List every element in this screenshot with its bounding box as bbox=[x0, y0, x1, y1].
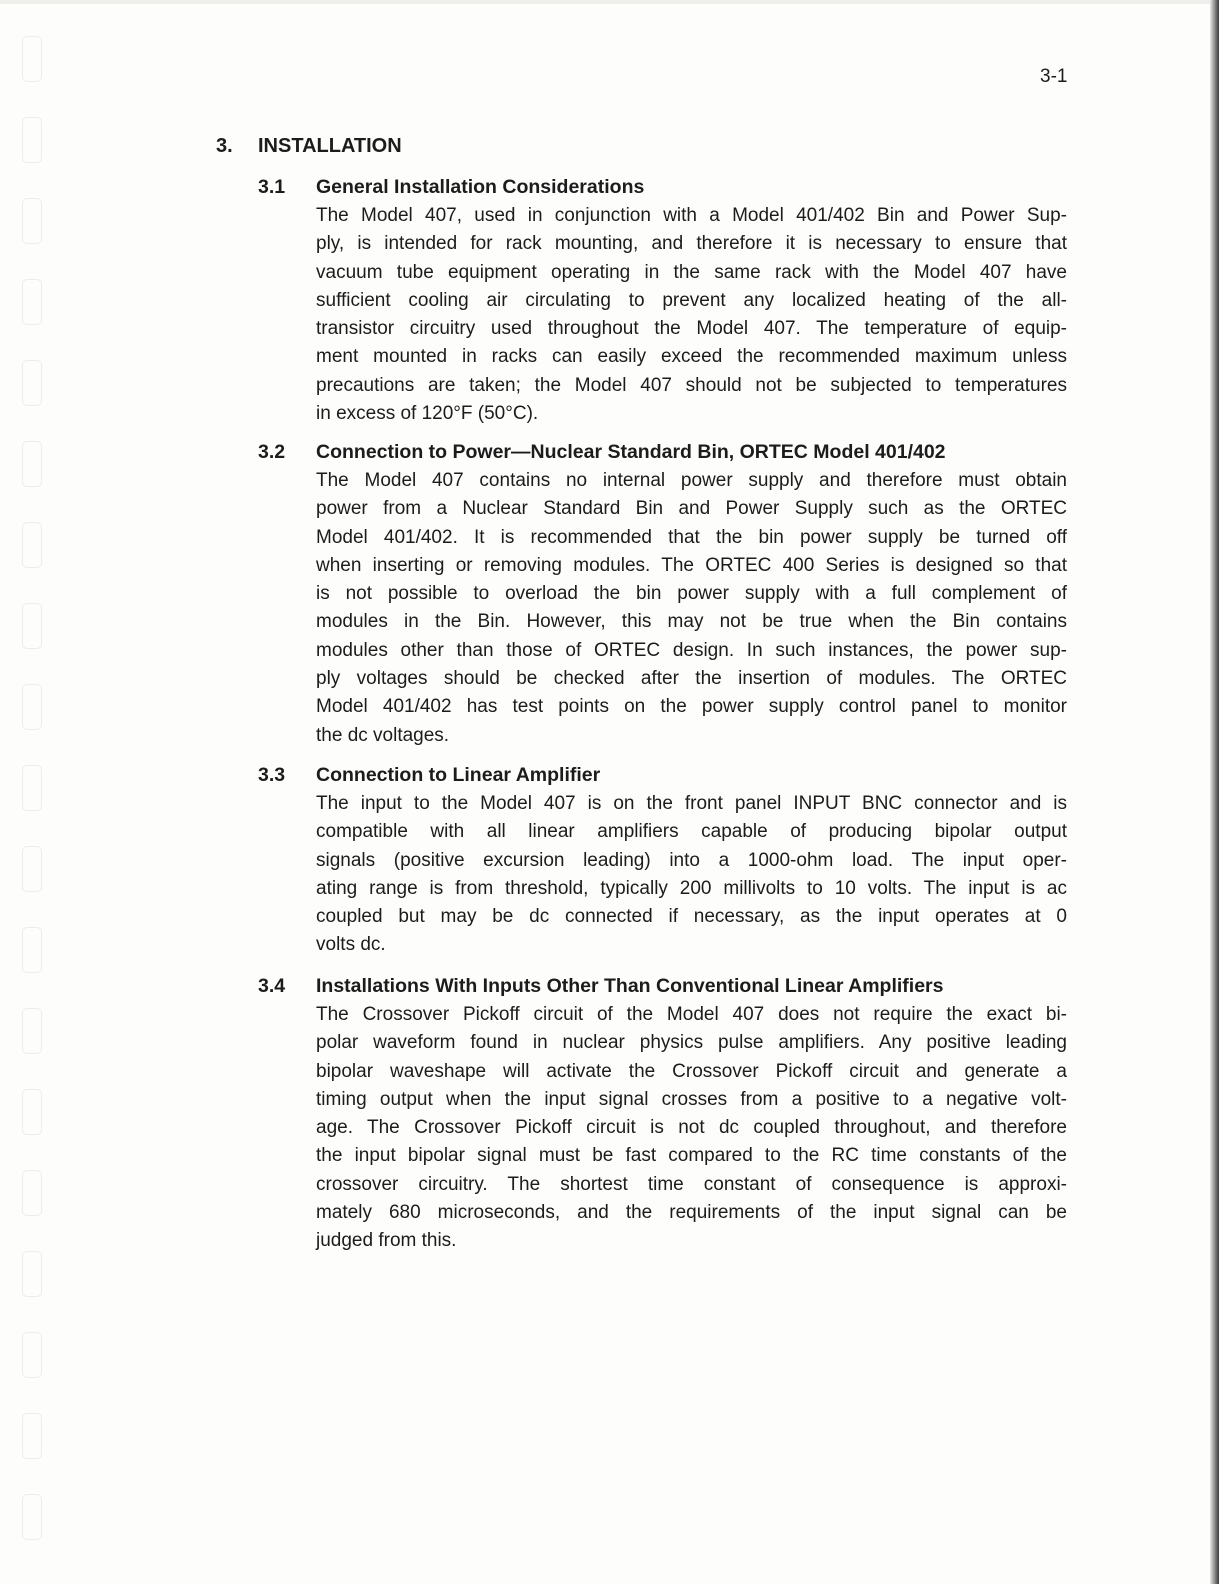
binding-hole bbox=[22, 1008, 42, 1054]
paragraph-line: modules in the Bin. However, this may not be true when the Bin contains bbox=[316, 611, 1067, 633]
paragraph-line: when inserting or removing modules. The ORTEC 400 Series is designed so that bbox=[316, 554, 1067, 576]
binding-hole bbox=[22, 36, 42, 82]
paragraph-line: bipolar waveshape will activate the Crossover Pickoff circuit and generate a bbox=[316, 1060, 1067, 1082]
section-title: Installations With Inputs Other Than Conventional Linear Amplifiers bbox=[316, 975, 944, 997]
chapter-title: INSTALLATION bbox=[258, 135, 402, 157]
binding-hole bbox=[22, 117, 42, 163]
chapter-number: 3. bbox=[216, 135, 233, 157]
section-number: 3.4 bbox=[258, 975, 286, 997]
section-3-3 bbox=[258, 761, 1068, 960]
page-top-edge bbox=[0, 0, 1219, 4]
paragraph-line: in excess of 120°F (50°C). bbox=[316, 403, 539, 425]
paragraph-line: coupled but may be dc connected if necessary, as the input operates at 0 bbox=[316, 906, 1067, 928]
paragraph-line: judged from this. bbox=[316, 1230, 457, 1252]
binding-hole bbox=[22, 1170, 42, 1216]
paragraph-line: transistor circuitry used throughout the Model 407. The temperature of equip- bbox=[316, 318, 1067, 340]
paragraph-line: crossover circuitry. The shortest time constant of consequence is approxi- bbox=[316, 1173, 1067, 1195]
section-number: 3.2 bbox=[258, 441, 286, 463]
section-3-4 bbox=[258, 972, 1068, 1256]
paragraph-line: mately 680 microseconds, and the requirements of the input signal can be bbox=[316, 1202, 1067, 1224]
binding-hole bbox=[22, 279, 42, 325]
section-number: 3.1 bbox=[258, 176, 286, 198]
section-heading bbox=[258, 761, 1068, 790]
paragraph-line: ply voltages should be checked after the insertion of modules. The ORTEC bbox=[316, 668, 1067, 690]
binding-hole bbox=[22, 360, 42, 406]
paragraph-line: signals (positive excursion leading) into a 1000-ohm load. The input oper- bbox=[316, 849, 1067, 871]
paragraph-line: The Model 407 contains no internal power supply and therefore must obtain bbox=[316, 470, 1067, 491]
binding-hole bbox=[22, 684, 42, 730]
binding-hole bbox=[22, 846, 42, 892]
paragraph-line: The Crossover Pickoff circuit of the Model 407 does not require the exact bi- bbox=[316, 1004, 1067, 1025]
binding-hole bbox=[22, 1251, 42, 1297]
section-heading bbox=[258, 173, 1068, 202]
page-right-edge bbox=[1210, 0, 1219, 1584]
section-number: 3.3 bbox=[258, 764, 286, 786]
paragraph-line: The Model 407, used in conjunction with a Model 401/402 Bin and Power Sup- bbox=[316, 205, 1067, 226]
paragraph-line: ment mounted in racks can easily exceed the recommended maximum unless bbox=[316, 346, 1067, 368]
paragraph-line: vacuum tube equipment operating in the same rack with the Model 407 have bbox=[316, 261, 1067, 283]
paragraph-line: The input to the Model 407 is on the front panel INPUT BNC connector and is bbox=[316, 793, 1067, 814]
binding-hole bbox=[22, 603, 42, 649]
section-title: Connection to Power—Nuclear Standard Bin, ORTEC Model 401/402 bbox=[316, 441, 946, 463]
section-heading bbox=[258, 438, 1068, 467]
paragraph-line: Model 401/402. It is recommended that the bin power supply be turned off bbox=[316, 526, 1067, 548]
section-3-2 bbox=[258, 438, 1068, 750]
paragraph-line: volts dc. bbox=[316, 934, 386, 956]
binding-hole bbox=[22, 198, 42, 244]
binding-hole bbox=[22, 1089, 42, 1135]
section-3-1 bbox=[258, 173, 1068, 428]
binding-hole bbox=[22, 441, 42, 487]
binding-hole bbox=[22, 1494, 42, 1540]
binding-hole bbox=[22, 522, 42, 568]
paragraph-line: precautions are taken; the Model 407 should not be subjected to temperatures bbox=[316, 374, 1067, 396]
paragraph-line: polar waveform found in nuclear physics pulse amplifiers. Any positive leading bbox=[316, 1032, 1067, 1054]
paragraph-line: ating range is from threshold, typically 200 millivolts to 10 volts. The input is ac bbox=[316, 877, 1067, 899]
binding-hole bbox=[22, 765, 42, 811]
paragraph-line: age. The Crossover Pickoff circuit is not dc coupled throughout, and therefore bbox=[316, 1117, 1067, 1139]
paragraph-line: modules other than those of ORTEC design. In such instances, the power sup- bbox=[316, 639, 1067, 661]
paragraph-line: is not possible to overload the bin power supply with a full complement of bbox=[316, 583, 1067, 605]
paragraph-line: timing output when the input signal crosses from a positive to a negative volt- bbox=[316, 1088, 1067, 1110]
paragraph-line: the dc voltages. bbox=[316, 724, 450, 746]
binding-hole bbox=[22, 1332, 42, 1378]
paragraph-line: ply, is intended for rack mounting, and therefore it is necessary to ensure that bbox=[316, 233, 1067, 255]
paragraph-line: sufficient cooling air circulating to prevent any localized heating of the all- bbox=[316, 289, 1067, 311]
paragraph-line: the input bipolar signal must be fast compared to the RC time constants of the bbox=[316, 1145, 1067, 1167]
binding-hole bbox=[22, 927, 42, 973]
section-title: Connection to Linear Amplifier bbox=[316, 764, 601, 786]
paragraph-line: Model 401/402 has test points on the power supply control panel to monitor bbox=[316, 696, 1067, 718]
section-title: General Installation Considerations bbox=[316, 176, 645, 198]
section-heading bbox=[258, 972, 1068, 1001]
page-number: 3-1 bbox=[1040, 66, 1068, 87]
paragraph-line: power from a Nuclear Standard Bin and Power Supply such as the ORTEC bbox=[316, 498, 1067, 520]
paragraph-line: compatible with all linear amplifiers capable of producing bipolar output bbox=[316, 821, 1067, 843]
binding-hole bbox=[22, 1413, 42, 1459]
